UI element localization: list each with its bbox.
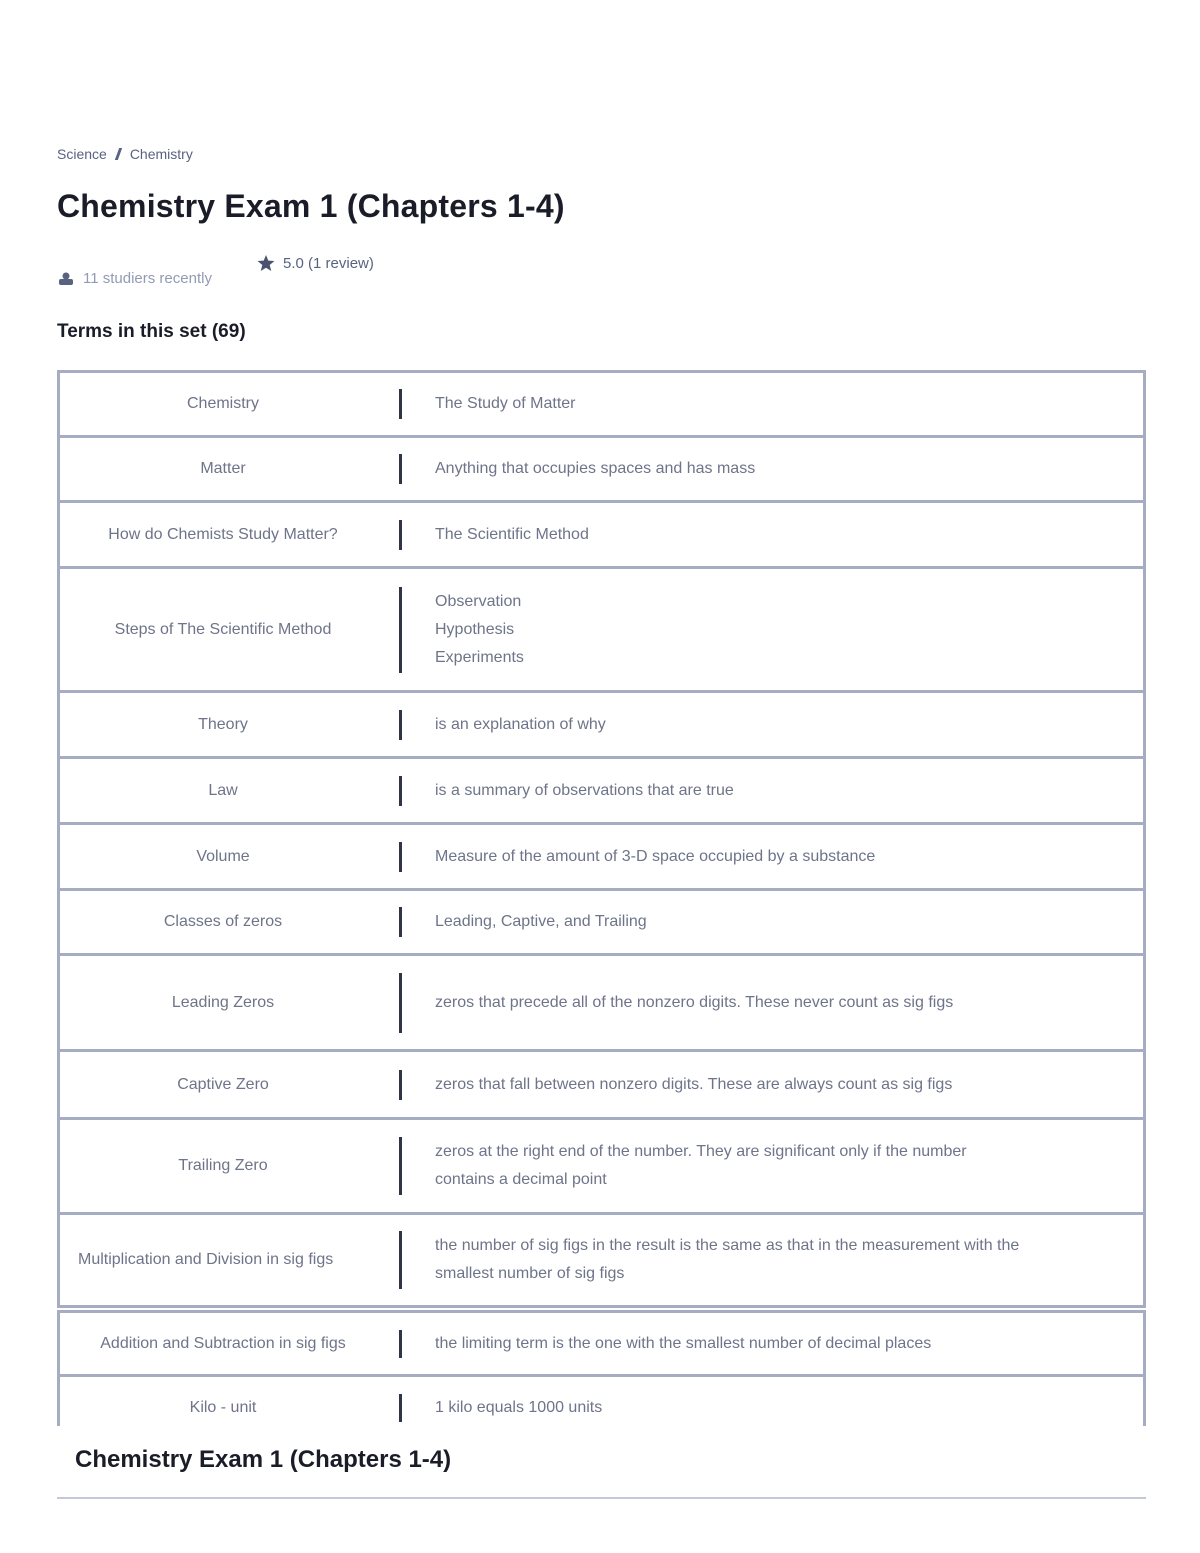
- term-row: [57, 1374, 1146, 1426]
- term-row: [57, 888, 1146, 956]
- star-icon: [257, 255, 275, 272]
- definition-text: zeros at the right end of the number. They are significant only if the number contains a decimal point: [435, 1143, 967, 1188]
- term-divider: [399, 842, 402, 872]
- term-text: Addition and Subtraction in sig figs: [100, 1334, 346, 1352]
- rating[interactable]: [257, 255, 374, 272]
- definition-text: the number of sig figs in the result is the same as that in the measurement with the smallest number of sig figs: [435, 1237, 1020, 1282]
- term-row: [57, 690, 1146, 759]
- term-divider: [399, 454, 402, 484]
- term-row: [57, 370, 1146, 438]
- breadcrumb-separator: [115, 148, 122, 160]
- studiers-stat: [57, 270, 212, 287]
- term-row: [57, 500, 1146, 569]
- term-divider: [399, 389, 402, 419]
- footer-title: Chemistry Exam 1 (Chapters 1-4): [75, 1446, 452, 1473]
- term-row: [57, 1310, 1146, 1377]
- term-text: Classes of zeros: [163, 913, 283, 930]
- term-text: Theory: [198, 715, 248, 733]
- definition-text: Measure of the amount of 3-D space occupied by a substance: [435, 847, 876, 865]
- term-row: [57, 822, 1146, 891]
- term-divider: [399, 973, 402, 1033]
- studiers-count: 11 studiers recently: [83, 270, 212, 287]
- term-divider: [399, 776, 402, 806]
- term-text: Matter: [200, 460, 246, 477]
- term-divider: [399, 1330, 402, 1358]
- term-divider: [399, 520, 402, 550]
- term-row: [57, 435, 1146, 503]
- page-title: Chemistry Exam 1 (Chapters 1-4): [57, 188, 565, 224]
- term-text: Captive Zero: [177, 1075, 269, 1093]
- definition-text: is an explanation of why: [435, 715, 606, 733]
- users-icon: [57, 272, 75, 285]
- term-divider: [399, 587, 402, 673]
- breadcrumb-item-science[interactable]: Science: [57, 146, 107, 162]
- term-row: [57, 756, 1146, 825]
- term-text: Kilo - unit: [189, 1399, 257, 1416]
- term-divider: [399, 907, 402, 937]
- term-text: Multiplication and Division in sig figs: [78, 1251, 334, 1268]
- definition-text: Observation Hypothesis Experiments: [435, 592, 524, 666]
- terms-list: [57, 370, 1146, 1426]
- term-row: [57, 1049, 1146, 1120]
- definition-text: The Study of Matter: [435, 395, 576, 412]
- term-text: Steps of The Scientific Method: [114, 620, 332, 638]
- term-row: [57, 953, 1146, 1052]
- term-row: [57, 1212, 1146, 1308]
- footer-divider: [57, 1497, 1146, 1499]
- term-divider: [399, 1137, 402, 1195]
- definition-text: the limiting term is the one with the smallest number of decimal places: [435, 1334, 932, 1352]
- term-divider: [399, 710, 402, 740]
- term-text: How do Chemists Study Matter?: [108, 525, 338, 543]
- definition-text: 1 kilo equals 1000 units: [435, 1399, 603, 1416]
- definition-text: zeros that precede all of the nonzero digits. These never count as sig figs: [435, 993, 954, 1011]
- breadcrumb: [57, 146, 193, 162]
- rating-value: 5.0 (1 review): [283, 255, 374, 272]
- breadcrumb-item-chemistry[interactable]: Chemistry: [129, 146, 193, 162]
- definition-text: The Scientific Method: [435, 525, 589, 543]
- term-row: [57, 566, 1146, 693]
- definition-text: zeros that fall between nonzero digits. These are always count as sig figs: [435, 1075, 953, 1093]
- term-divider: [399, 1070, 402, 1100]
- term-divider: [399, 1394, 402, 1422]
- term-text: Volume: [196, 847, 250, 865]
- term-text: Chemistry: [186, 395, 259, 412]
- term-text: Trailing Zero: [178, 1157, 268, 1174]
- term-text: Leading Zeros: [171, 993, 275, 1011]
- terms-heading: Terms in this set (69): [57, 321, 246, 342]
- definition-text: is a summary of observations that are true: [435, 781, 734, 799]
- definition-text: Leading, Captive, and Trailing: [435, 913, 647, 930]
- definition-text: Anything that occupies spaces and has mass: [435, 460, 756, 477]
- term-row: [57, 1117, 1146, 1215]
- term-text: Law: [208, 781, 238, 799]
- term-divider: [399, 1231, 402, 1289]
